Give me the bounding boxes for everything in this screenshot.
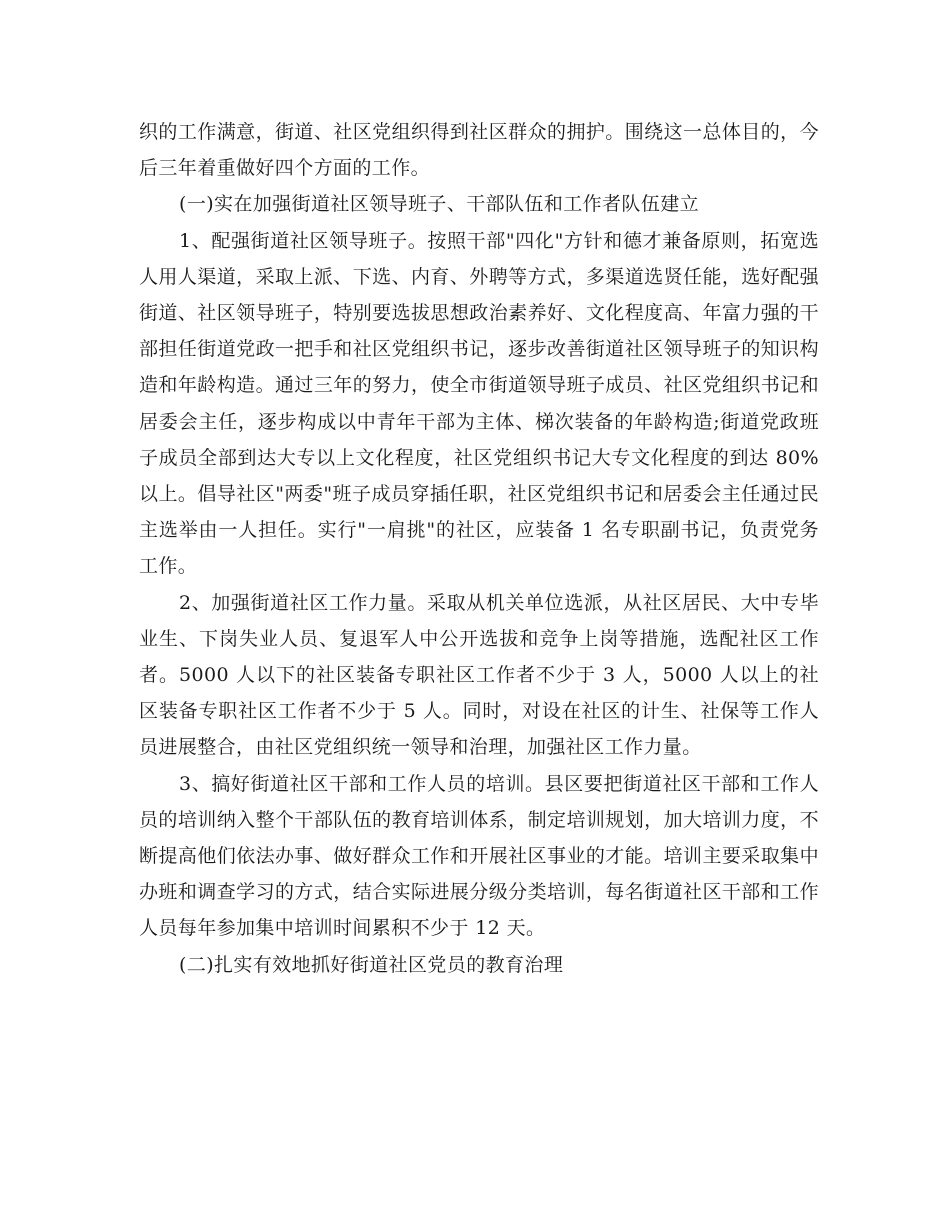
document-page xyxy=(139,114,819,983)
paragraph-continuation: 织的工作满意，街道、社区党组织得到社区群众的拥护。围绕这一总体目的，今后三年着重做好四个方面的工作。 xyxy=(139,121,819,180)
section-heading-1: (一)实在加强街道社区领导班子、干部队伍和工作者队伍建立 xyxy=(179,193,700,216)
paragraph-item-1: 1、配强街道社区领导班子。按照干部"四化"方针和德才兼备原则，拓宽选人用人渠道，采取上派、下选、内育、外聘等方式，多渠道选贤任能，选好配强街道、社区领导班子，特别要选拔思想政治素养好、文化程度高、年富力强的干部担任街道党政一把手和社区党组织书记，逐步改善街道社区领导班子的知识构造和年龄构造。通过三年的努力，使全市街道领导班子成员、社区党组织书记和居委会主任，逐步构成以中青年干部为主体、梯次装备的年龄构造;街道党政班子成员全部到达大专以上文化程度，社区党组织书记大专文化程度的到达 80%以上。倡导社区"两委"班子成员穿插任职，社区党组织书记和居委会主任通过民主选举由一人担任。实行"一肩挑"的社区，应装备 1 名专职副书记，负责党务工作。 xyxy=(139,229,819,578)
paragraph-item-2: 2、加强街道社区工作力量。采取从机关单位选派，从社区居民、大中专毕业生、下岗失业人员、复退军人中公开选拔和竞争上岗等措施，选配社区工作者。5000 人以下的社区装备专职社区工作者不少于 3 人，5000 人以上的社区装备专职社区工作者不少于 5 人。同时，对设在社区的计生、社保等工作人员进展整合，由社区党组织统一领导和治理，加强社区工作力量。 xyxy=(139,591,819,759)
paragraph-item-3: 3、搞好街道社区干部和工作人员的培训。县区要把街道社区干部和工作人员的培训纳入整个干部队伍的教育培训体系，制定培训规划，加大培训力度，不断提高他们依法办事、做好群众工作和开展社区事业的才能。培训主要采取集中办班和调查学习的方式，结合实际进展分级分类培训，每名街道社区干部和工作人员每年参加集中培训时间累积不少于 12 天。 xyxy=(139,772,819,940)
section-heading-2: (二)扎实有效地抓好街道社区党员的教育治理 xyxy=(179,953,564,976)
